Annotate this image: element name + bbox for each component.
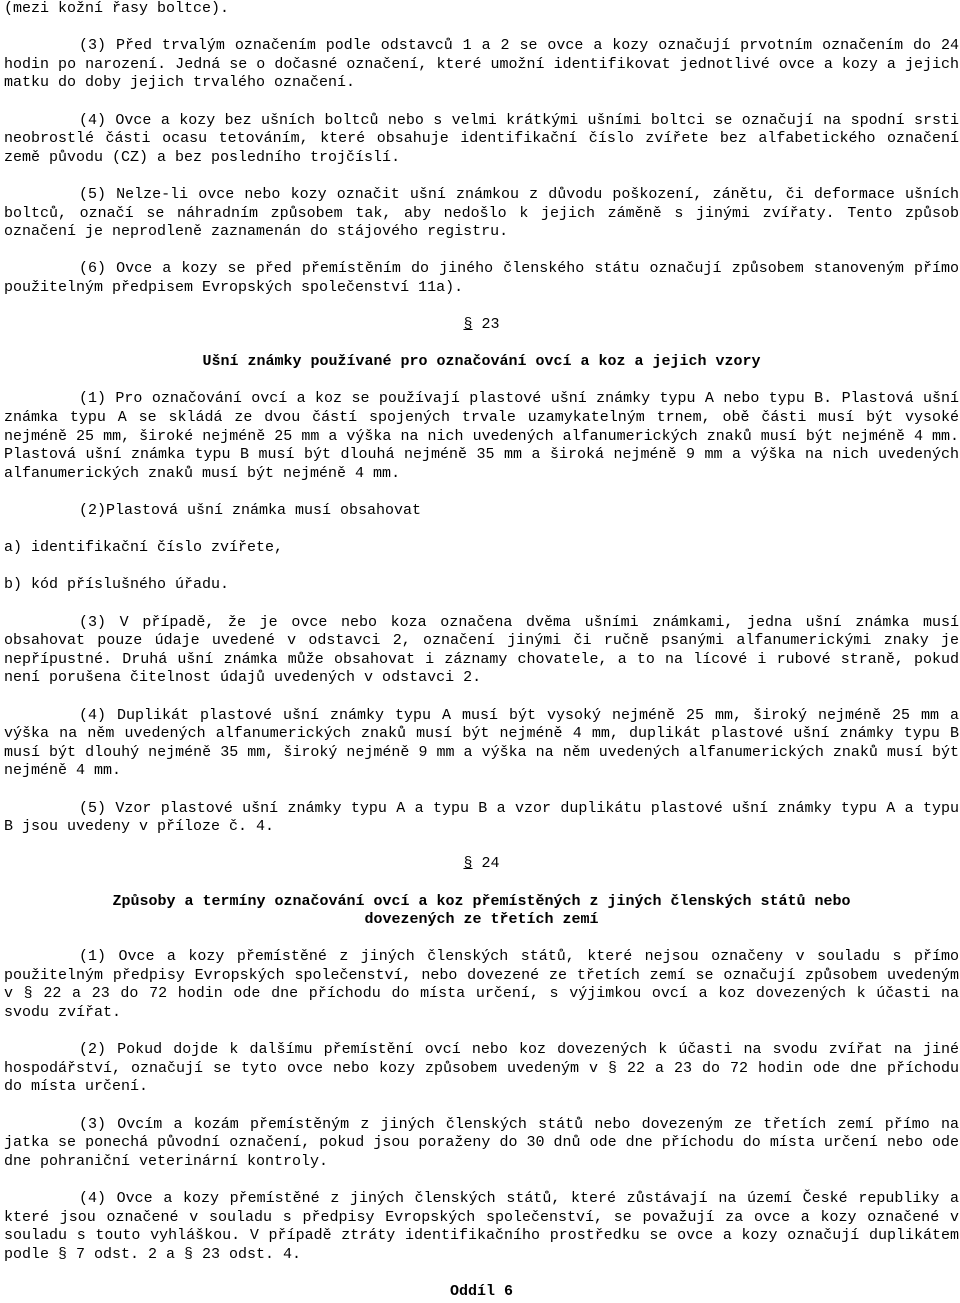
paragraph-22-3: (3) Před trvalým označením podle odstavců 1 a 2 se ovce a kozy označují prvotním označením do 24 hodin po narození. Jedná se o dočasné označení, které umožní identifikovat jednotlivé ovce a kozy a jejich matku do doby jejich trvalého označení. <box>4 37 959 92</box>
section-24-title-line2: dovezených ze třetích zemí <box>364 911 599 929</box>
paragraph-22-6: (6) Ovce a kozy se před přemístěním do jiného členského státu označují způsobem stanoveným přímo použitelným předpisem Evropských společenství 11a). <box>4 260 959 296</box>
document-page <box>4 0 959 1302</box>
paragraph-23-1: (1) Pro označování ovcí a koz se používají plastové ušní známky typu A nebo typu B. Plastová ušní známka typu A se skládá ze dvou částí spojených trvale uzamykatelným trnem, obě části musí být vysoké nejméně 25 mm, široké nejméně 25 mm a výška na nich uvedených alfanumerických znaků musí být nejméně 4 mm. Plastová ušní známka typu B musí být dlouhá nejméně 35 mm a široká nejméně 9 mm a výška na nich uvedených alfanumerických znaků musí být nejméně 4 mm. <box>4 390 959 482</box>
paragraph-23-5: (5) Vzor plastové ušní známky typu A a typu B a vzor duplikátu plastové ušní známky typu A a typu B jsou uvedeny v příloze č. 4. <box>4 799 959 836</box>
paragraph-24-2: (2) Pokud dojde k dalšímu přemístění ovcí nebo koz dovezených k účasti na svodu zvířat na jiné hospodářství, označují se tyto ovce nebo kozy způsobem uvedeným v § 22 a 23 do 72 hodin ode dne příchodu do místa určení. <box>4 1041 959 1096</box>
section-24-title <box>4 893 959 930</box>
paragraph-24-4: (4) Ovce a kozy přemístěné z jiných členských států, které zůstávají na území České republiky a které jsou označené v souladu s předpisy Evropských společenství, se považují za ovce a kozy označené v souladu s touto vyhláškou. V případě ztráty identifikačního prostředku se ovce a kozy označují duplikátem podle § 7 odst. 2 a § 23 odst. 4. <box>4 1190 959 1263</box>
intro-line: (mezi kožní řasy boltce). <box>4 0 230 17</box>
paragraph-24-3: (3) Ovcím a kozám přemístěným z jiných členských států nebo dovezeným ze třetích zemí přímo na jatka se ponechá původní označení, pokud jsou poraženy do 30 dnů ode dne příchodu do místa určení nebo ode dne pohraniční veterinární kontroly. <box>4 1115 959 1170</box>
section-symbol: § <box>463 855 473 873</box>
section-number: 23 <box>481 316 500 334</box>
paragraph-22-4: (4) Ovce a kozy bez ušních boltců nebo s velmi krátkými ušními boltci se označují na spodní srsti neobrostlé části ocasu tetováním, které obsahuje identifikační číslo zvířete bez alfabetického označení země původu (CZ) a bez posledního trojčíslí. <box>4 111 959 166</box>
section-23-number <box>4 316 959 335</box>
section-symbol: § <box>463 316 473 334</box>
section-number: 24 <box>481 855 500 873</box>
section-24-title-line1: Způsoby a termíny označování ovcí a koz přemístěných z jiných členských států nebo <box>112 892 851 910</box>
section-24-number <box>4 855 959 874</box>
paragraph-24-1: (1) Ovce a kozy přemístěné z jiných členských států, které nejsou označeny v souladu s přímo použitelným předpisy Evropských společenství, nebo dovezené ze třetích zemí se označují způsobem uvedeným v § 22 a 23 do 72 hodin ode dne příchodu do místa určení, s výjimkou ovcí a koz dovezených k účasti na svodu zvířat. <box>4 948 959 1022</box>
list-item-a: a) identifikační číslo zvířete, <box>4 539 284 557</box>
section-23-title: Ušní známky používané pro označování ovcí a koz a jejich vzory <box>202 353 761 371</box>
paragraph-22-5: (5) Nelze-li ovce nebo kozy označit ušní známkou z důvodu poškození, zánětu, či deformace ušních boltců, označí se náhradním způsobem tak, aby nedošlo k jejich záměně s jinými zvířaty. Tento způsob označení je neprodleně zaznamenán do stájového registru. <box>4 185 959 241</box>
paragraph-23-4: (4) Duplikát plastové ušní známky typu A musí být vysoký nejméně 25 mm, široký nejméně 25 mm a výška na něm uvedených alfanumerických znaků musí být nejméně 4 mm, duplikát plastové ušní známky typu B musí být dlouhý nejméně 35 mm, široký nejméně 9 mm a výška na něm uvedených alfanumerických znaků musí být nejméně 4 mm. <box>4 706 959 780</box>
list-item-b: b) kód příslušného úřadu. <box>4 576 230 594</box>
paragraph-23-2: (2)Plastová ušní známka musí obsahovat <box>79 502 422 520</box>
next-division-heading: Oddíl 6 <box>449 1282 513 1300</box>
paragraph-23-3: (3) V případě, že je ovce nebo koza označena dvěma ušními známkami, jedna ušní známka musí obsahovat pouze údaje uvedené v odstavci 2, označení jinými či ručně psanými alfanumerickými znaky je nepřípustné. Druhá ušní známka může obsahovat i záznamy chovatele, a to na lícové i rubové straně, pokud není porušena čitelnost údajů uvedených v odstavci 2. <box>4 613 959 687</box>
